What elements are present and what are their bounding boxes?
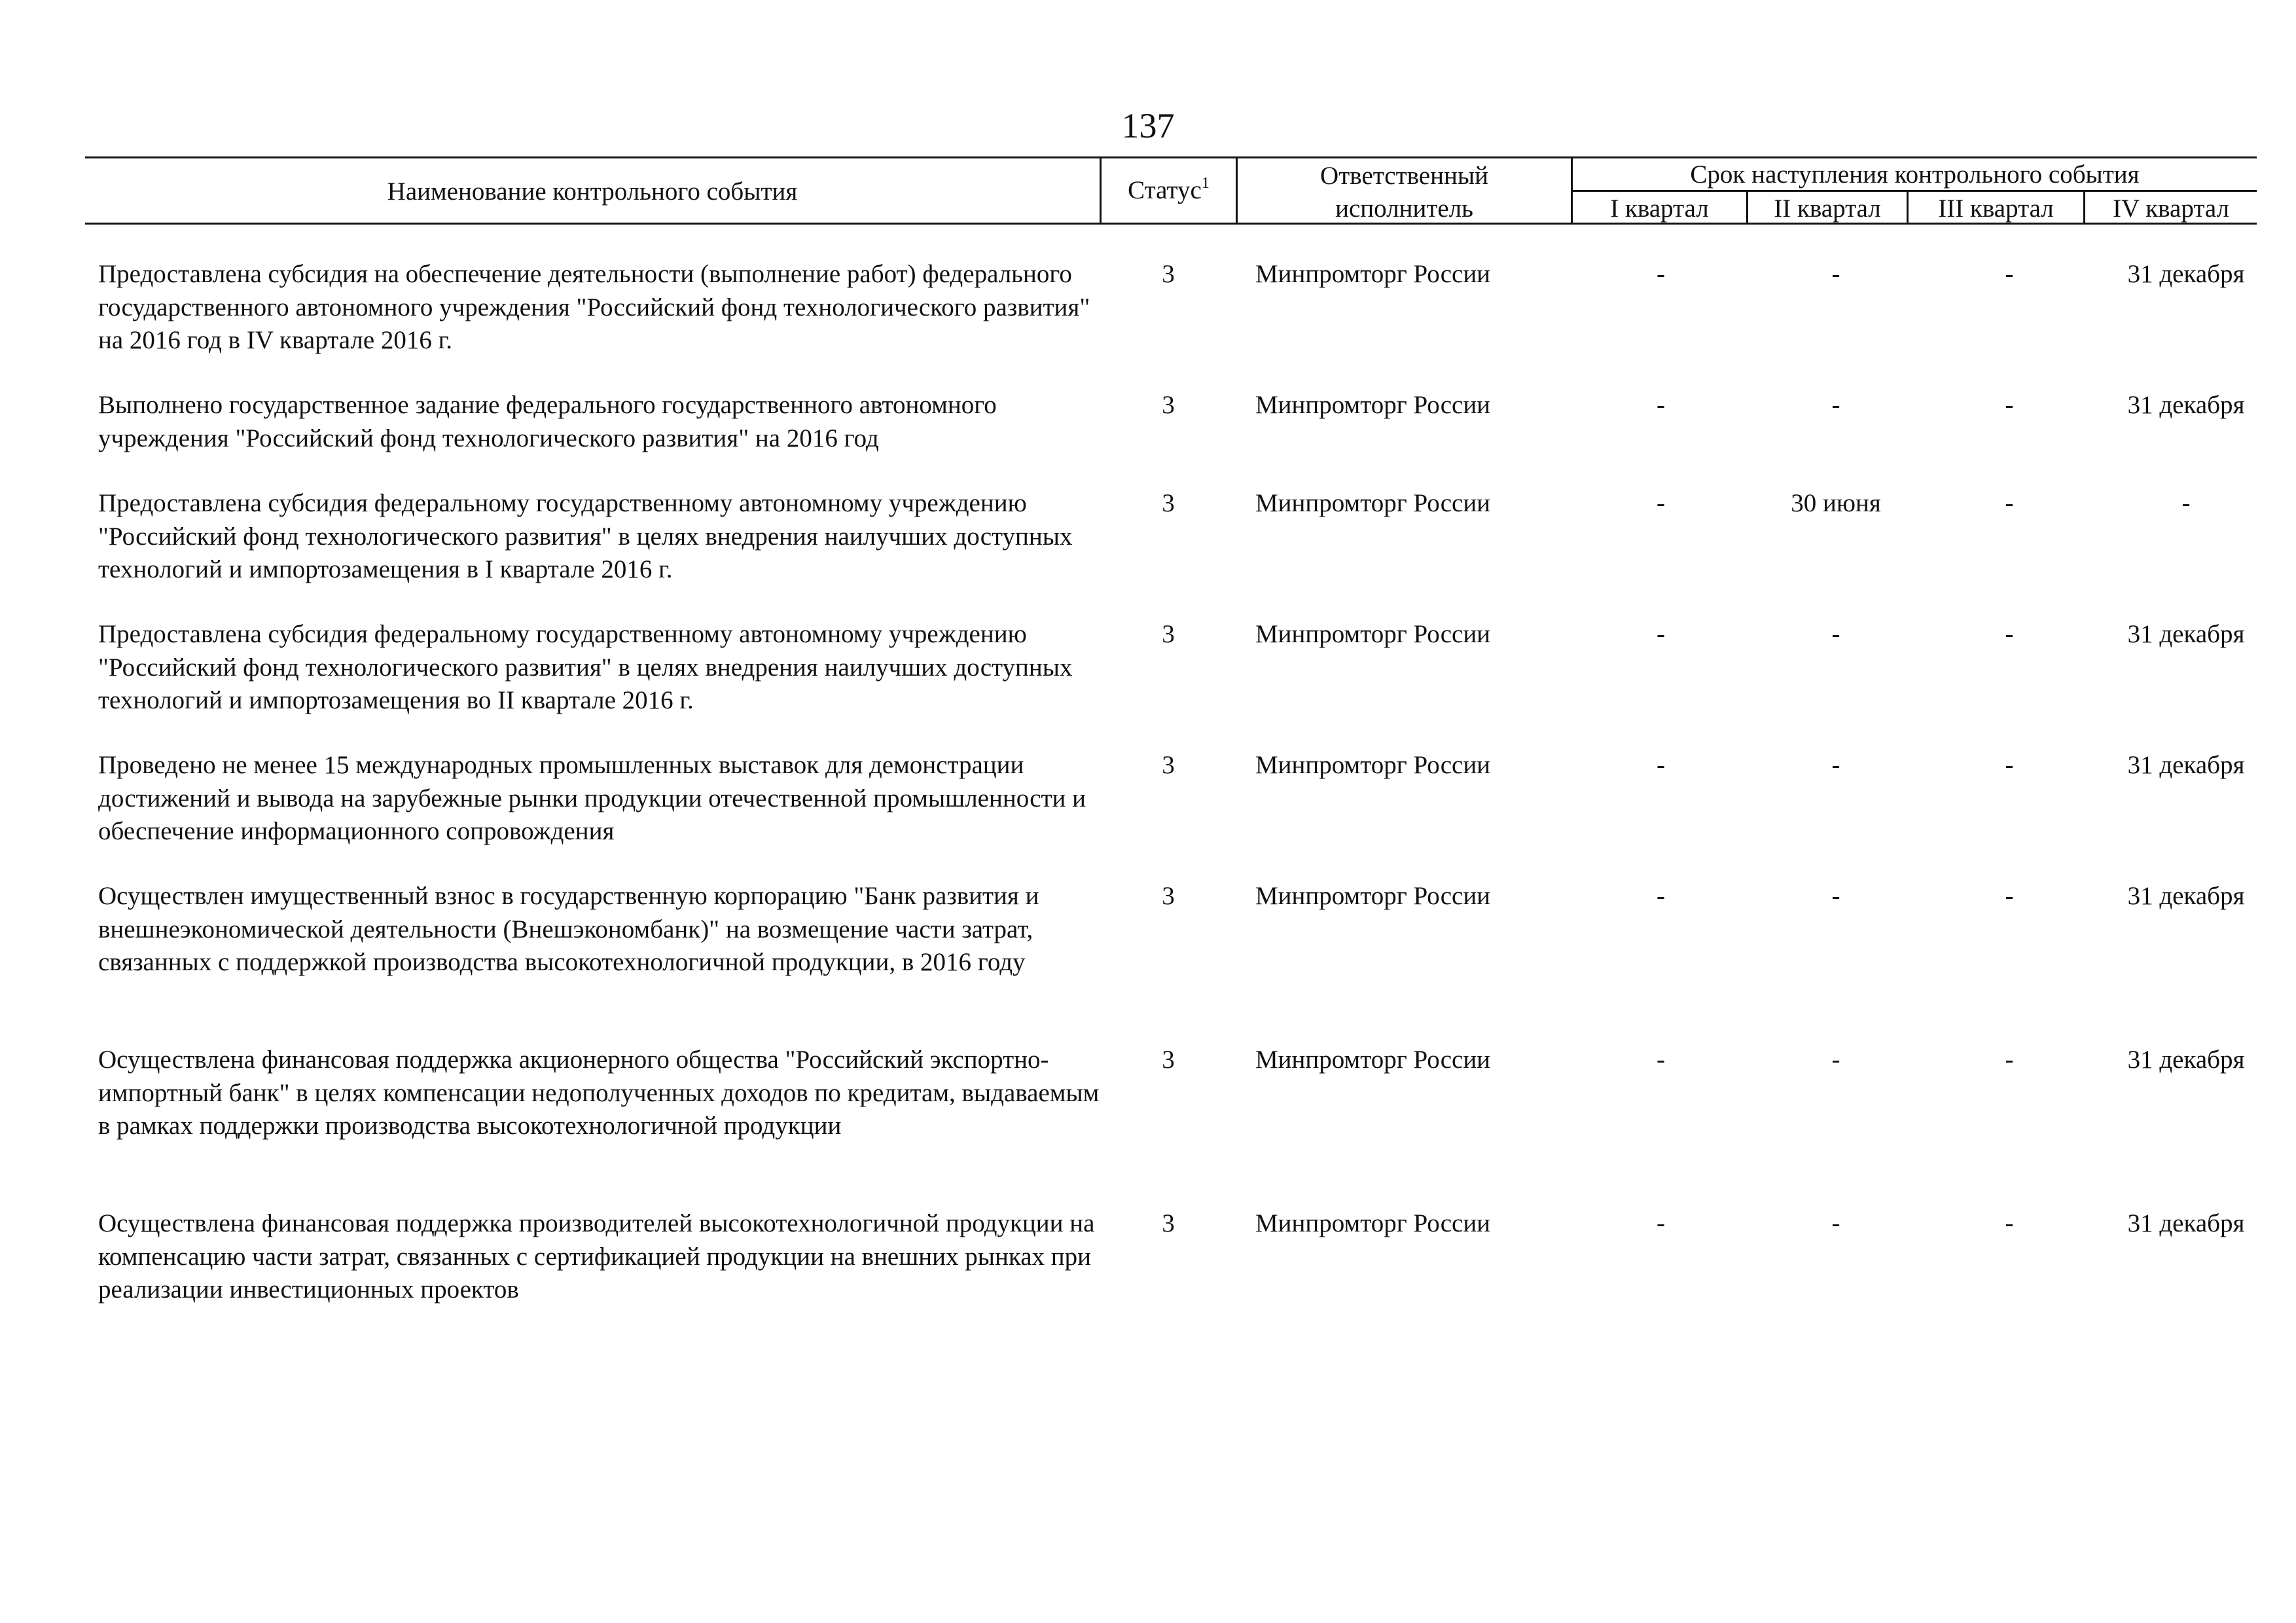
- deadline-q3: -: [2005, 391, 2014, 419]
- deadline-q4: 31 декабря: [2127, 751, 2245, 779]
- page-number: 137: [1121, 106, 1175, 145]
- deadline-q2: -: [1831, 882, 1840, 910]
- header-q4: IV квартал: [2113, 194, 2229, 223]
- deadline-q3: -: [2005, 751, 2014, 779]
- event-executor: Минпромторг России: [1255, 1209, 1491, 1237]
- deadline-q3: -: [2005, 882, 2014, 910]
- event-executor: Минпромторг России: [1255, 1046, 1491, 1074]
- deadline-q4: -: [2181, 489, 2191, 517]
- event-name: Выполнено государственное задание федерального государственного автономного учреждения "Российский фонд технологического развития" на 2016 год: [98, 391, 997, 452]
- header-executor-line2: исполнитель: [1335, 194, 1473, 223]
- deadline-q1: -: [1657, 489, 1665, 517]
- event-executor: Минпромторг России: [1255, 751, 1491, 779]
- header-status: [1102, 174, 1236, 207]
- deadline-q4: 31 декабря: [2127, 1209, 2245, 1237]
- event-executor: Минпромторг России: [1255, 620, 1491, 648]
- event-executor: Минпромторг России: [1255, 391, 1491, 419]
- deadline-q2: -: [1831, 751, 1840, 779]
- deadline-q3: -: [2005, 620, 2014, 648]
- deadline-q1: -: [1657, 620, 1665, 648]
- deadline-q2: -: [1831, 391, 1840, 419]
- deadline-q2: -: [1831, 1209, 1840, 1237]
- deadline-q2: 30 июня: [1791, 489, 1881, 517]
- deadline-q1: -: [1657, 882, 1665, 910]
- header-q1: I квартал: [1610, 194, 1709, 223]
- deadline-q2: -: [1831, 620, 1840, 648]
- event-executor: Минпромторг России: [1255, 882, 1491, 910]
- deadline-q4: 31 декабря: [2127, 1046, 2245, 1074]
- deadline-q3: -: [2005, 489, 2014, 517]
- deadline-q1: -: [1657, 260, 1665, 288]
- event-status: 3: [1162, 260, 1175, 288]
- header-status-label: Статус: [1128, 176, 1202, 204]
- event-status: 3: [1162, 489, 1175, 517]
- header-q2: II квартал: [1774, 194, 1881, 223]
- header-executor-line1: Ответственный: [1320, 162, 1488, 190]
- header-deadline-group: Срок наступления контрольного события: [1690, 160, 2140, 189]
- deadline-q4: 31 декабря: [2127, 882, 2245, 910]
- event-status: 3: [1162, 1209, 1175, 1237]
- deadline-q2: -: [1831, 1046, 1840, 1074]
- event-name: Осуществлена финансовая поддержка производителей высокотехнологичной продукции на компенсацию части затрат, связанных с сертификацией продукции на внешних рынках при реализации инвестиционных проектов: [98, 1209, 1095, 1304]
- event-name: Проведено не менее 15 международных промышленных выставок для демонстрации достижений и вывода на зарубежные рынки продукции отечественной промышленности и обеспечение информационного сопровождения: [98, 751, 1086, 845]
- deadline-q4: 31 декабря: [2127, 391, 2245, 419]
- event-status: 3: [1162, 1046, 1175, 1074]
- event-status: 3: [1162, 751, 1175, 779]
- deadline-q1: -: [1657, 751, 1665, 779]
- event-name: Осуществлена финансовая поддержка акционерного общества "Российский экспортно-импортный банк" в целях компенсации недополученных доходов по кредитам, выдаваемым в рамках поддержки производства высокотехнологичной продукции: [98, 1046, 1100, 1140]
- event-status: 3: [1162, 620, 1175, 648]
- event-executor: Минпромторг России: [1255, 489, 1491, 517]
- status-footnote-mark: 1: [1201, 175, 1210, 192]
- event-name: Предоставлена субсидия федеральному государственному автономному учреждению "Российский фонд технологического развития" в целях внедрения наилучших доступных технологий и импортозамещения во II квартале 2016 г.: [98, 620, 1073, 714]
- header-name: Наименование контрольного события: [387, 177, 798, 206]
- event-status: 3: [1162, 391, 1175, 419]
- header-q3: III квартал: [1938, 194, 2054, 223]
- deadline-q3: -: [2005, 1209, 2014, 1237]
- event-status: 3: [1162, 882, 1175, 910]
- deadline-q1: -: [1657, 391, 1665, 419]
- deadline-q4: 31 декабря: [2127, 620, 2245, 648]
- event-name: Осуществлен имущественный взнос в государственную корпорацию "Банк развития и внешнеэкономической деятельности (Внешэкономбанк)" на возмещение части затрат, связанных с поддержкой производства высокотехнологичной продукции, в 2016 году: [98, 882, 1039, 976]
- event-name: Предоставлена субсидия на обеспечение деятельности (выполнение работ) федерального государственного автономного учреждения "Российский фонд технологического развития" на 2016 год в IV квартале 2016 г.: [98, 260, 1090, 354]
- deadline-q1: -: [1657, 1046, 1665, 1074]
- event-name: Предоставлена субсидия федеральному государственному автономному учреждению "Российский фонд технологического развития" в целях внедрения наилучших доступных технологий и импортозамещения в I квартале 2016 г.: [98, 489, 1073, 583]
- deadline-q4: 31 декабря: [2127, 260, 2245, 288]
- deadline-q3: -: [2005, 1046, 2014, 1074]
- deadline-q3: -: [2005, 260, 2014, 288]
- deadline-q1: -: [1657, 1209, 1665, 1237]
- deadline-q2: -: [1831, 260, 1840, 288]
- event-executor: Минпромторг России: [1255, 260, 1491, 288]
